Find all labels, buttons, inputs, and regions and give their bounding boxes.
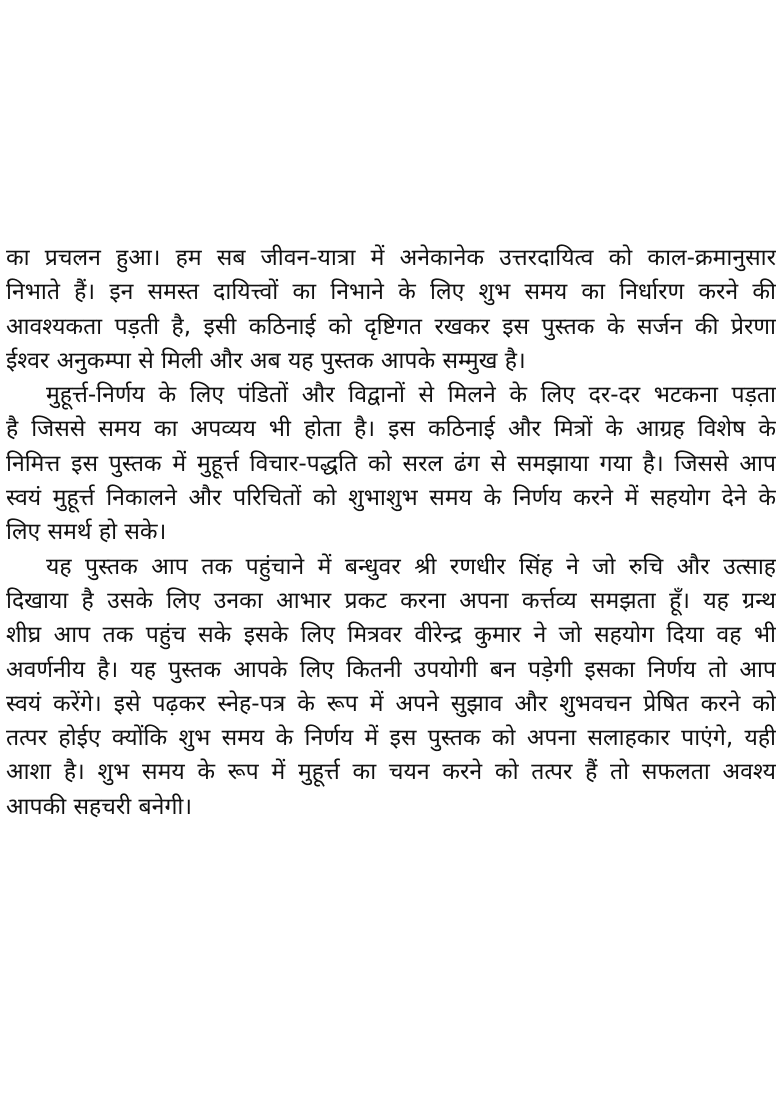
text-line: स्वयं करेंगे। इसे पढ़कर स्नेह-पत्र के रूप में अपने सुझाव और शुभवचन प्रेषित करने को bbox=[6, 690, 776, 717]
paragraph-2 bbox=[6, 378, 776, 549]
text-line: निमित्त इस पुस्तक में मुहूर्त्त विचार-पद्धति को सरल ढंग से समझाया गया है। जिससे आप bbox=[6, 450, 776, 477]
text-line: स्वयं मुहूर्त्त निकालने और परिचितों को शुभाशुभ समय के निर्णय करने में सहयोग देने के bbox=[6, 485, 776, 512]
text-line: आशा है। शुभ समय के रूप में मुहूर्त्त का चयन करने को तत्पर हैं तो सफलता अवश्य bbox=[6, 759, 776, 786]
text-line: ईश्वर अनुकम्पा से मिली और अब यह पुस्तक आपके सम्मुख है। bbox=[6, 347, 526, 374]
text-line: शीघ्र आप तक पहुंच सके इसके लिए मित्रवर वीरेन्द्र कुमार ने जो सहयोग दिया वह भी bbox=[6, 622, 776, 649]
paragraph-1 bbox=[6, 241, 776, 378]
text-line: है जिससे समय का अपव्यय भी होता है। इस कठिनाई और मित्रों के आग्रह विशेष के bbox=[6, 416, 776, 443]
text-line: आपकी सहचरी बनेगी। bbox=[6, 793, 193, 820]
text-line: मुहूर्त्त-निर्णय के लिए पंडितों और विद्वानों से मिलने के लिए दर-दर भटकना पड़ता bbox=[46, 382, 776, 409]
paragraph-3 bbox=[6, 550, 776, 824]
text-line: आवश्यकता पड़ती है, इसी कठिनाई को दृष्टिगत रखकर इस पुस्तक के सर्जन की प्रेरणा bbox=[6, 313, 776, 340]
text-line: अवर्णनीय है। यह पुस्तक आपके लिए कितनी उपयोगी बन पड़ेगी इसका निर्णय तो आप bbox=[6, 656, 776, 683]
text-line: दिखाया है उसके लिए उनका आभार प्रकट करना अपना कर्त्तव्य समझता हूँ। यह ग्रन्थ bbox=[6, 587, 776, 614]
text-line: निभाते हैं। इन समस्त दायित्त्वों का निभाने के लिए शुभ समय का निर्धारण करने की bbox=[6, 279, 776, 306]
text-line: लिए समर्थ हो सके। bbox=[6, 519, 167, 546]
text-line: का प्रचलन हुआ। हम सब जीवन-यात्रा में अनेकानेक उत्तरदायित्व को काल-क्रमानुसार bbox=[6, 245, 776, 271]
text-line: तत्पर होईए क्योंकि शुभ समय के निर्णय में इस पुस्तक को अपना सलाहकार पाएंगे, यही bbox=[6, 725, 776, 752]
document-page bbox=[6, 241, 776, 824]
text-line: यह पुस्तक आप तक पहुंचाने में बन्धुवर श्री रणधीर सिंह ने जो रुचि और उत्साह bbox=[46, 553, 776, 580]
